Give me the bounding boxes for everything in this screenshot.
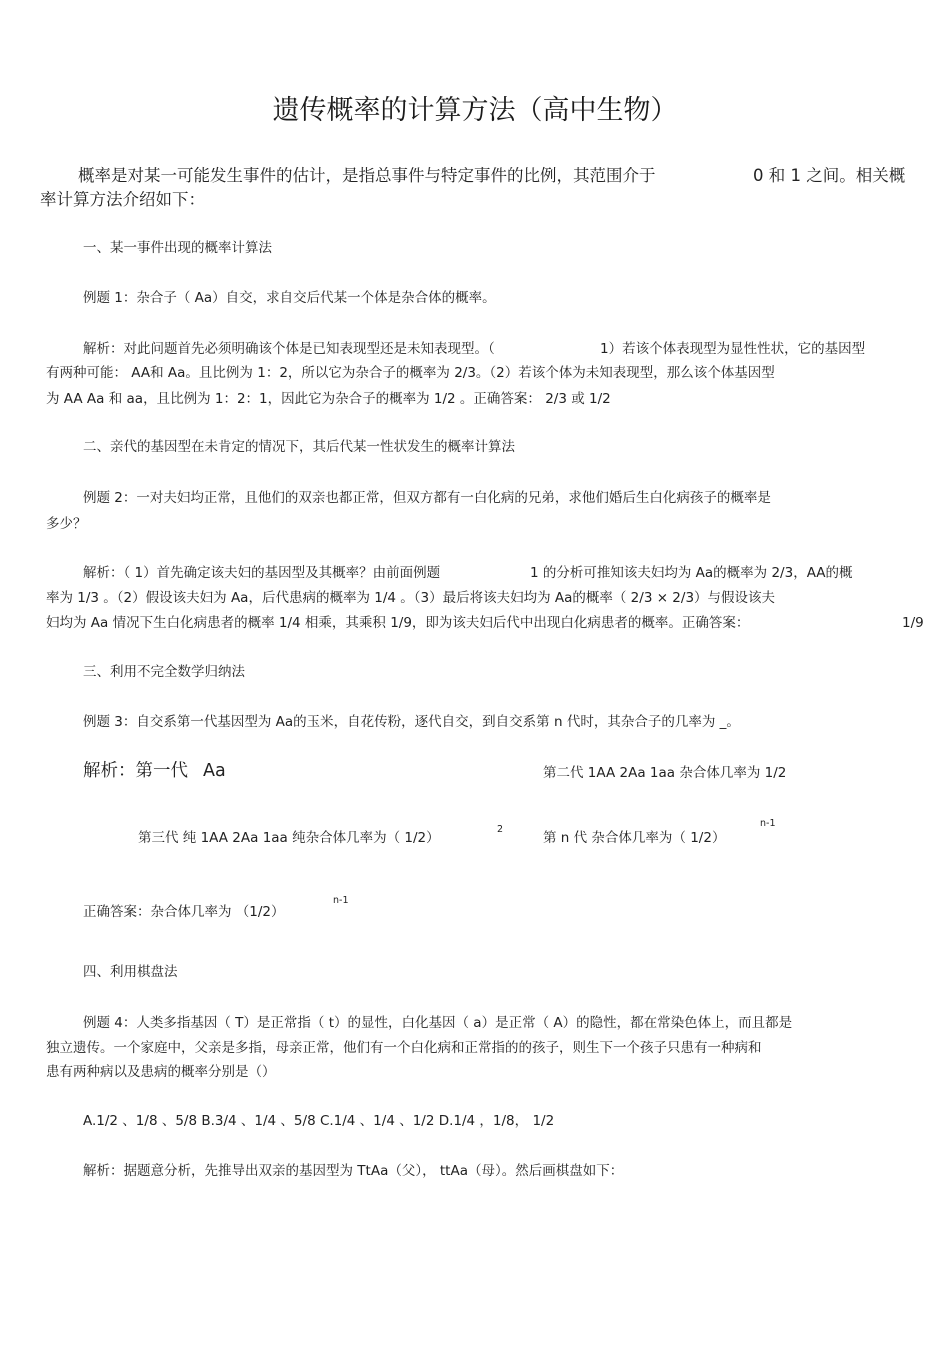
example-2-question-line-1: 例题 2：一对夫妇均正常，且他们的双亲也都正常，但双方都有一白化病的兄弟，求他们婚后生白化病孩子的概率是 [83,490,771,506]
intro-line-1a: 概率是对某一可能发生事件的估计，是指总事件与特定事件的比例，其范围介于 [78,166,656,185]
example-4-question-line-3: 患有两种病以及患病的概率分别是（） [46,1064,276,1080]
example-2-analysis-line-1b: 1 的分析可推知该夫妇均为 Aa的概率为 2/3，AA的概 [530,565,853,581]
example-4-analysis: 解析：据题意分析，先推导出双亲的基因型为 TtAa（父）， ttAa（母）。然后画棋盘如下： [83,1163,624,1179]
example-2-question-line-2: 多少？ [46,516,87,532]
example-1-analysis-line-3: 为 AA Aa 和 aa，且比例为 1：2：1，因此它为杂合子的概率为 1/2 。正确答案： 2/3 或 1/2 [46,391,611,407]
generation-1-value: Aa [203,761,226,781]
generation-3-exponent: 2 [497,824,504,835]
example-4-question-line-1: 例题 4：人类多指基因（ T）是正常指（ t）的显性，白化基因（ a）是正常（ A）的隐性，都在常染色体上，而且都是 [83,1015,793,1031]
generation-2-line: 第二代 1AA 2Aa 1aa 杂合体几率为 1/2 [543,765,787,781]
example-3-answer: 正确答案：杂合体几率为 （1/2） [83,904,285,920]
example-2-answer-value: 1/9 [902,615,924,631]
example-3-question: 例题 3：自交系第一代基因型为 Aa的玉米，自花传粉，逐代自交，到自交系第 n 代时，其杂合子的几率为 _。 [83,714,740,730]
generation-n-exponent: n-1 [760,818,776,829]
example-2-analysis-line-3: 妇均为 Aa 情况下生白化病患者的概率 1/4 相乘，其乘积 1/9，即为该夫妇后代中出现白化病患者的概率。正确答案： [46,615,750,631]
example-1-question: 例题 1：杂合子（ Aa）自交，求自交后代某一个体是杂合体的概率。 [83,290,496,306]
generation-3-line: 第三代 纯 1AA 2Aa 1aa 纯杂合体几率为（ 1/2） [138,830,440,846]
generation-n-line: 第 n 代 杂合体几率为（ 1/2） [543,830,726,846]
example-1-analysis-line-1a: 解析：对此问题首先必须明确该个体是已知表现型还是未知表现型。（ [83,341,495,357]
example-4-question-line-2: 独立遗传。一个家庭中，父亲是多指，母亲正常，他们有一个白化病和正常指的的孩子，则生下一个孩子只患有一种病和 [46,1040,762,1056]
section-4-heading: 四、利用棋盘法 [83,964,178,980]
generation-1-label: 解析：第一代 [83,761,188,781]
example-2-analysis-line-2: 率为 1/3 。（2）假设该夫妇为 Aa，后代患病的概率为 1/4 。（3）最后将该夫妇均为 Aa的概率（ 2/3 × 2/3）与假设该夫 [46,590,776,606]
section-2-heading: 二、亲代的基因型在未肯定的情况下，其后代某一性状发生的概率计算法 [83,439,515,455]
section-3-heading: 三、利用不完全数学归纳法 [83,664,245,680]
intro-line-2: 率计算方法介绍如下： [40,190,205,209]
example-2-analysis-line-1a: 解析：（ 1）首先确定该夫妇的基因型及其概率？由前面例题 [83,565,441,581]
document-title: 遗传概率的计算方法（高中生物） [272,95,678,126]
example-4-options: A.1/2 、1/8 、5/8 B.3/4 、1/4 、5/8 C.1/4 、1/4 、1/2 D.1/4 ，1/8， 1/2 [83,1113,555,1129]
example-1-analysis-line-1b: 1）若该个体表现型为显性性状，它的基因型 [600,341,866,357]
example-1-analysis-line-2: 有两种可能： AA和 Aa。且比例为 1：2，所以它为杂合子的概率为 2/3。（2）若该个体为未知表现型，那么该个体基因型 [46,365,775,381]
example-3-answer-exponent: n-1 [333,895,349,906]
intro-line-1b: 0 和 1 之间。相关概 [753,166,906,185]
section-1-heading: 一、某一事件出现的概率计算法 [83,240,272,256]
